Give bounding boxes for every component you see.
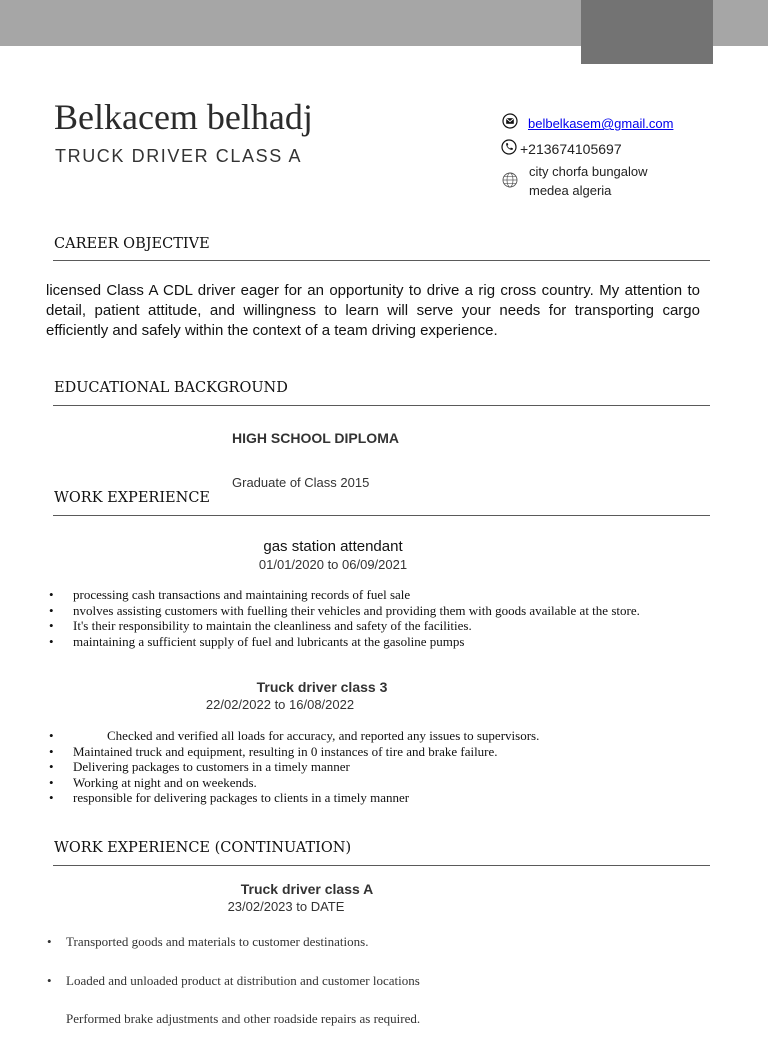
job-2-duties	[73, 728, 539, 806]
address-line-2: medea algeria	[529, 183, 612, 198]
globe-icon	[502, 172, 518, 188]
address-line-1: city chorfa bungalow	[529, 164, 648, 179]
divider	[53, 515, 710, 516]
list-item: • Loaded and unloaded product at distribution and customer locations	[66, 962, 420, 1001]
work-experience-continuation-heading: WORK EXPERIENCE (CONTINUATION)	[54, 840, 352, 856]
list-item: • Maintained truck and equipment, resulting in 0 instances of tire and brake failure.	[73, 744, 539, 760]
job-title: TRUCK DRIVER CLASS A	[55, 146, 303, 166]
list-item: • responsible for delivering packages to clients in a timely manner	[73, 790, 539, 806]
job-title-2: Truck driver class 3	[256, 679, 388, 695]
work-experience-heading: WORK EXPERIENCE	[54, 490, 210, 506]
job-dates-1: 01/01/2020 to 06/09/2021	[258, 557, 408, 572]
list-item: • Working at night and on weekends.	[73, 775, 539, 791]
degree-title: HIGH SCHOOL DIPLOMA	[232, 430, 399, 446]
education-heading: EDUCATIONAL BACKGROUND	[54, 380, 288, 396]
career-objective-heading: CAREER OBJECTIVE	[54, 236, 210, 252]
job-3-duties	[66, 923, 420, 1039]
divider	[53, 405, 710, 406]
job-title-1: gas station attendant	[263, 538, 403, 555]
job-dates-2: 22/02/2022 to 16/08/2022	[205, 697, 355, 712]
list-item: Performed brake adjustments and other roadside repairs as required.	[66, 1011, 421, 1026]
list-item: • nvolves assisting customers with fuelling their vehicles and providing them with goods available at the store.	[73, 603, 640, 619]
phone-number: +213674105697	[520, 141, 622, 157]
list-item: • Delivering packages to customers in a timely manner	[73, 759, 539, 775]
degree-detail: Graduate of Class 2015	[232, 475, 370, 490]
job-title-3: Truck driver class A	[240, 881, 374, 897]
job-dates-3: 23/02/2023 to DATE	[227, 899, 345, 914]
career-objective-text: licensed Class A CDL driver eager for an opportunity to drive a rig cross country. My attention to detail, patient attitude, and willingness to learn will serve your needs for transporting cargo efficiently and safely within the context of a team driving experience.	[46, 282, 700, 339]
email-icon	[502, 113, 518, 129]
job-1-duties	[73, 587, 640, 649]
list-item: • It's their responsibility to maintain the cleanliness and safety of the facilities.	[73, 618, 640, 634]
list-item: • Transported goods and materials to customer destinations.	[66, 923, 420, 962]
header-accent-block	[581, 0, 713, 64]
candidate-name: Belkacem belhadj	[54, 97, 313, 137]
divider	[53, 865, 710, 866]
phone-icon	[501, 139, 517, 155]
list-item: • Checked and verified all loads for accuracy, and reported any issues to supervisors.	[73, 728, 539, 744]
list-item: • processing cash transactions and maintaining records of fuel sale	[73, 587, 640, 603]
email-link[interactable]: belbelkasem@gmail.com	[528, 116, 674, 131]
list-item: • maintaining a sufficient supply of fuel and lubricants at the gasoline pumps	[73, 634, 640, 650]
divider	[53, 260, 710, 261]
